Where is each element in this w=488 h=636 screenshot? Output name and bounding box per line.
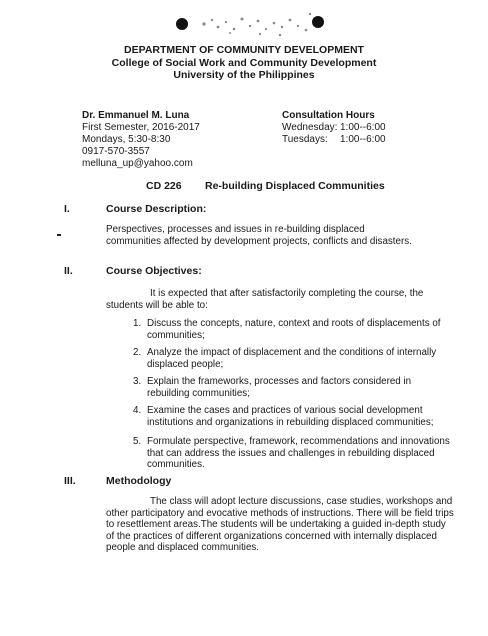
email-address: melluna_up@yahoo.com	[82, 158, 193, 169]
consultation-day: Tuesdays:	[282, 134, 328, 145]
document-header	[0, 44, 488, 82]
section-title: Course Objectives:	[106, 265, 202, 277]
course-description-text: Perspectives, processes and issues in re-building displaced communities affected by development projects, conflicts and disasters.	[106, 224, 412, 247]
section-title: Methodology	[106, 475, 172, 487]
course-code: CD 226	[146, 180, 182, 192]
objective-number: 3.	[133, 376, 142, 387]
objectives-intro: It is expected that after satisfactorily completing the course, the students will be able to:	[106, 288, 424, 311]
objective-text: Examine the cases and practices of various social development institutions and organizations in rebuilding displaced communities;	[147, 405, 434, 428]
class-schedule: Mondays, 5:30-8:30	[82, 134, 171, 145]
semester: First Semester, 2016-2017	[82, 122, 200, 133]
methodology-text: The class will adopt lecture discussions, case studies, workshops and other participatory and evocative methods of instructions. There will be field trips to resettlement areas.The students will be undertaking a guided in-depth study of the practices of different organizations concerned with internally displaced people and displaced communities.	[106, 496, 454, 554]
department-name: DEPARTMENT OF COMMUNITY DEVELOPMENT	[124, 44, 364, 56]
college-name: College of Social Work and Community Development	[111, 56, 377, 69]
phone-number: 0917-570-3557	[82, 146, 150, 157]
course-title: Re-building Displaced Communities	[205, 180, 385, 192]
objective-text: Discuss the concepts, nature, context and roots of displacements of communities;	[147, 318, 441, 341]
objective-text: Formulate perspective, framework, recommendations and innovations that can address the issues and challenges in rebuilding displaced communities.	[147, 436, 450, 471]
consultation-day: Wednesday:	[282, 122, 338, 133]
objective-text: Analyze the impact of displacement and the conditions of internally displaced people;	[147, 347, 437, 370]
objective-number: 5.	[133, 436, 142, 447]
professor-name: Dr. Emmanuel M. Luna	[82, 110, 190, 121]
objective-text: Explain the frameworks, processes and factors considered in rebuilding communities;	[147, 376, 412, 399]
consultation-row	[282, 122, 386, 134]
consultation-hours	[282, 110, 386, 146]
objective-number: 2.	[133, 347, 142, 358]
objective-number: 4.	[133, 405, 142, 416]
consultation-title: Consultation Hours	[282, 110, 375, 121]
university-seal-image	[160, 2, 330, 42]
consultation-row	[282, 134, 386, 146]
consultation-time: 1:00--6:00	[340, 134, 386, 145]
objective-number: 1.	[133, 318, 142, 329]
consultation-time: 1:00--6:00	[340, 122, 386, 133]
section-number: III.	[64, 475, 76, 487]
consultation-table	[282, 122, 386, 146]
section-number: II.	[64, 265, 73, 277]
margin-mark	[57, 234, 61, 236]
section-title: Course Description:	[106, 203, 207, 215]
university-name: University of the Philippines	[173, 69, 315, 81]
professor-info	[82, 110, 200, 170]
section-number: I.	[64, 203, 70, 215]
